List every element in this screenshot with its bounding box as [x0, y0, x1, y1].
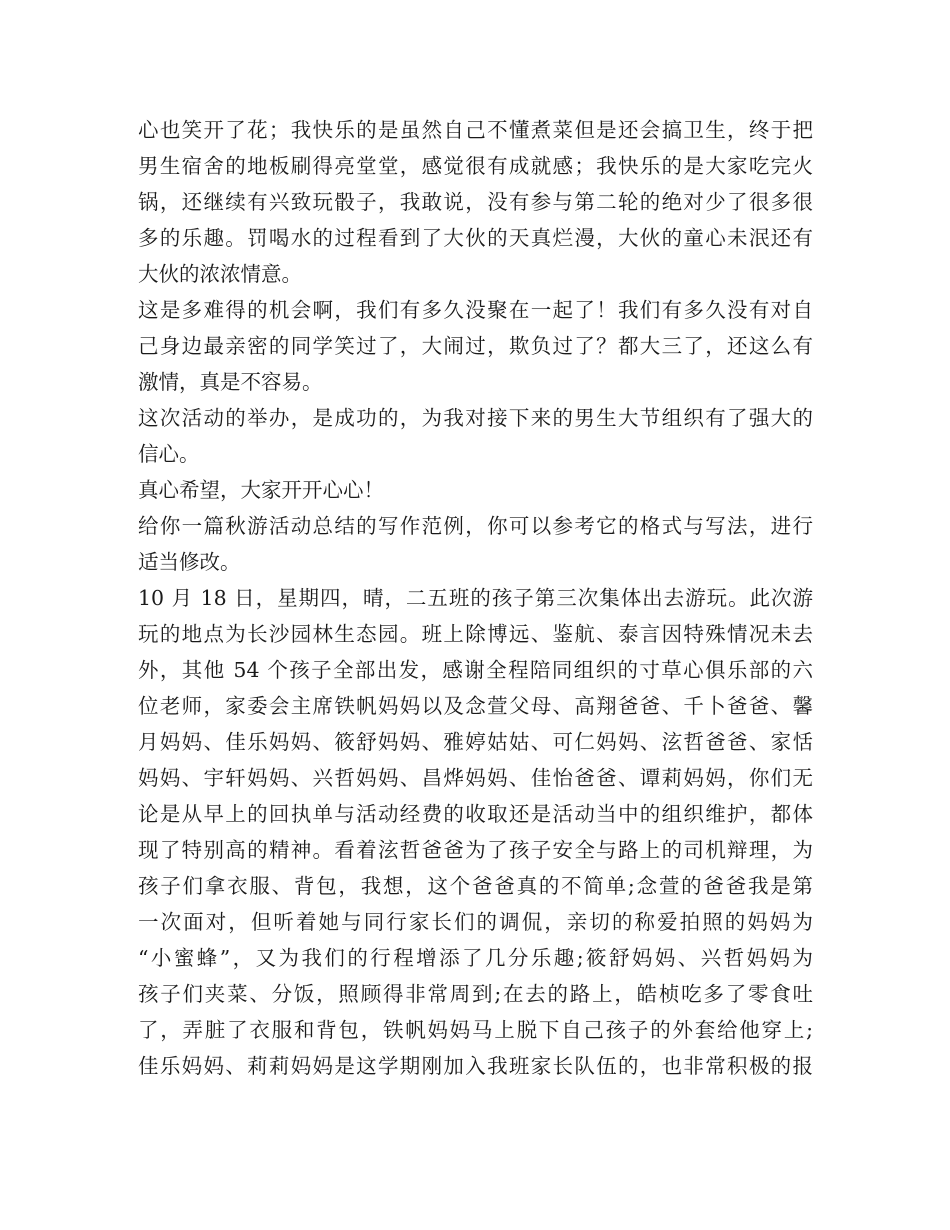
text-line: 这次活动的举办，是成功的，为我对接下来的男生大节组织有了强大的 — [138, 406, 813, 430]
text-line: 了，弄脏了衣服和背包，铁帆妈妈马上脱下自己孩子的外套给他穿上; — [138, 1018, 813, 1042]
text-line: 玩的地点为长沙园林生态园。班上除博远、鉴航、泰言因特殊情况未去 — [138, 622, 813, 646]
text-line: 佳乐妈妈、莉莉妈妈是这学期刚加入我班家长队伍的，也非常积极的报 — [138, 1054, 813, 1078]
text-line: 外，其他 54 个孩子全部出发，感谢全程陪同组织的寸草心俱乐部的六 — [138, 658, 813, 682]
text-line: 位老师，家委会主席铁帆妈妈以及念萱父母、高翔爸爸、千卜爸爸、馨 — [138, 694, 813, 718]
text-line: 锅，还继续有兴致玩骰子，我敢说，没有参与第二轮的绝对少了很多很 — [138, 190, 813, 214]
text-line: 心也笑开了花；我快乐的是虽然自己不懂煮菜但是还会搞卫生，终于把 — [138, 118, 813, 142]
text-line: 妈妈、宇轩妈妈、兴哲妈妈、昌烨妈妈、佳怡爸爸、谭莉妈妈，你们无 — [138, 766, 813, 790]
text-line: 孩子们夹菜、分饭，照顾得非常周到;在去的路上，皓桢吃多了零食吐 — [138, 982, 813, 1006]
text-line: 孩子们拿衣服、背包，我想，这个爸爸真的不简单;念萱的爸爸我是第 — [138, 874, 813, 898]
text-line: 大伙的浓浓情意。 — [138, 262, 302, 286]
text-line: 给你一篇秋游活动总结的写作范例，你可以参考它的格式与写法，进行 — [138, 514, 813, 538]
text-line: “小蜜蜂”，又为我们的行程增添了几分乐趣;筱舒妈妈、兴哲妈妈为 — [138, 946, 813, 970]
text-line: 激情，真是不容易。 — [138, 370, 323, 394]
text-line: 这是多难得的机会啊，我们有多久没聚在一起了！我们有多久没有对自 — [138, 298, 813, 322]
text-line: 10 月 18 日，星期四，晴，二五班的孩子第三次集体出去游玩。此次游 — [138, 586, 813, 610]
text-line: 现了特别高的精神。看着泫哲爸爸为了孩子安全与路上的司机辩理，为 — [138, 838, 813, 862]
text-line: 男生宿舍的地板刷得亮堂堂，感觉很有成就感；我快乐的是大家吃完火 — [138, 154, 813, 178]
text-line: 适当修改。 — [138, 550, 241, 574]
text-line: 己身边最亲密的同学笑过了，大闹过，欺负过了？都大三了，还这么有 — [138, 334, 813, 358]
document-body — [138, 112, 813, 1084]
text-line: 论是从早上的回执单与活动经费的收取还是活动当中的组织维护，都体 — [138, 802, 813, 826]
text-line: 月妈妈、佳乐妈妈、筱舒妈妈、雅婷姑姑、可仁妈妈、泫哲爸爸、家恬 — [138, 730, 813, 754]
text-line: 信心。 — [138, 442, 200, 466]
text-line: 一次面对，但听着她与同行家长们的调侃，亲切的称爱拍照的妈妈为 — [138, 910, 813, 934]
text-line: 多的乐趣。罚喝水的过程看到了大伙的天真烂漫，大伙的童心未泯还有 — [138, 226, 813, 250]
text-line: 真心希望，大家开开心心！ — [138, 478, 384, 502]
